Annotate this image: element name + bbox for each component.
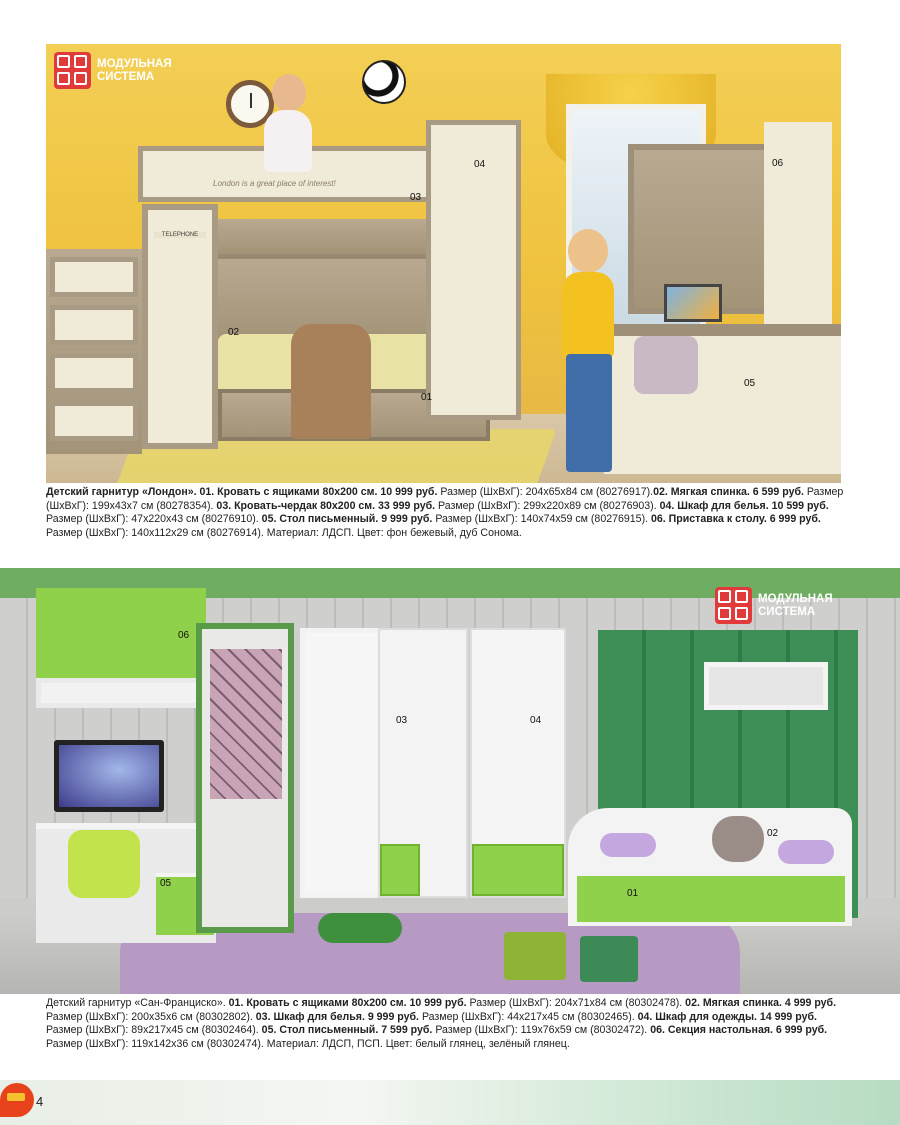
bed-drawers	[574, 873, 848, 925]
girl-figure-body	[264, 110, 312, 172]
sanfrancisco-caption	[46, 997, 846, 1051]
telephone-box-cabinet	[142, 204, 218, 449]
loft-inscription: London is a great place of interest!	[213, 179, 336, 188]
desk-hutch-shelf	[36, 678, 206, 708]
caption-item-title: 03. Шкаф для белья. 9 999 руб.	[255, 1010, 419, 1023]
callout-05: 05	[160, 878, 172, 889]
boy-figure-shirt	[562, 272, 614, 358]
pouf	[504, 932, 566, 980]
london-caption	[46, 486, 846, 540]
footer-band	[0, 1080, 900, 1125]
linen-wardrobe-drawers	[380, 844, 420, 896]
loft-stairs	[46, 249, 142, 454]
door-glass	[210, 649, 282, 799]
caption-item-title: 05. Стол письменный. 7 599 руб.	[261, 1024, 433, 1037]
callout-02: 02	[228, 327, 240, 338]
girl-figure	[272, 74, 306, 112]
laptop-icon	[664, 284, 722, 322]
caption-item-details: Размер (ШхВхГ): 199х43х7 см (80278354).	[46, 486, 844, 512]
caption-item-details: Размер (ШхВхГ): 89х217х45 см (80302464).	[46, 1024, 262, 1037]
callout-03: 03	[396, 715, 408, 726]
callout-04: 04	[474, 159, 486, 170]
stair-drawer	[50, 257, 138, 297]
badge-label-line1: МОДУЛЬНАЯ	[97, 57, 172, 70]
boy-figure-legs	[566, 354, 612, 472]
wall-shelf	[704, 662, 828, 710]
badge-label	[97, 58, 172, 84]
plush-toy	[712, 816, 764, 862]
sanfrancisco-caption-text	[46, 997, 836, 1050]
caption-item-details: Размер (ШхВхГ): 204х65х84 см (80276917).	[437, 486, 654, 498]
soccer-ball-icon	[362, 60, 406, 104]
page-number: 4	[36, 1094, 44, 1109]
door	[196, 623, 294, 933]
corner-shelf	[300, 628, 382, 898]
caption-item-title: 01. Кровать с ящиками 80х200 см. 10 999 руб.	[228, 997, 467, 1009]
london-room-photo	[46, 44, 841, 483]
london-caption-text	[46, 486, 843, 539]
modular-system-badge	[715, 587, 833, 624]
callout-03: 03	[410, 192, 422, 203]
clothes-wardrobe-drawers	[472, 844, 564, 896]
caption-item-details: Размер (ШхВхГ): 44х217х45 см (80302465).	[419, 1010, 638, 1023]
store-logo-icon	[0, 1083, 34, 1117]
caption-item-title: 06. Секция настольная. 6 999 руб.	[650, 1024, 828, 1037]
caption-item-title: 02. Мягкая спинка. 4 999 руб.	[685, 997, 837, 1009]
caption-item-details: Размер (ШхВхГ): 204х71х84 см (80302478).	[466, 997, 686, 1009]
caption-item-title: 04. Шкаф для белья. 10 599 руб.	[659, 499, 829, 512]
caption-item-details: Детский гарнитур «Сан-Франциско».	[46, 997, 229, 1009]
caption-item-title: 05. Стол письменный. 9 999 руб.	[261, 513, 433, 526]
pouf	[580, 936, 638, 982]
caption-item-details: Размер (ШхВхГ): 299х220х89 см (80276903).	[435, 499, 660, 512]
modular-grid-icon	[54, 52, 91, 89]
caption-item-details: Размер (ШхВхГ): 119х142х36 см (80302474). Материал: ЛДСП, ПСП. Цвет: белый глянец, зелёный глянец.	[46, 1037, 570, 1050]
badge-label-line1: МОДУЛЬНАЯ	[758, 592, 833, 605]
pillow	[778, 840, 834, 864]
caption-item-details: Размер (ШхВхГ): 47х220х43 см (80276910).	[46, 513, 262, 526]
crocodile-toy	[318, 913, 402, 943]
caption-item-title: 02. Мягкая спинка. 6 599 руб.	[653, 486, 804, 498]
callout-01: 01	[627, 888, 639, 899]
stair-drawer	[50, 305, 138, 345]
sanfrancisco-room-photo	[0, 568, 900, 994]
chair	[634, 336, 698, 394]
caption-item-details: Размер (ШхВхГ): 140х112х29 см (80276914). Материал: ЛДСП. Цвет: фон бежевый, дуб Сонома.	[46, 526, 522, 539]
badge-label-line2: СИСТЕМА	[97, 70, 155, 83]
modular-grid-icon	[715, 587, 752, 624]
boy-figure	[568, 229, 608, 273]
blanket	[291, 324, 371, 439]
callout-05: 05	[744, 378, 756, 389]
badge-label	[758, 593, 833, 619]
caption-item-title: 04. Шкаф для одежды. 14 999 руб.	[637, 1010, 817, 1023]
badge-label-line2: СИСТЕМА	[758, 605, 816, 618]
callout-06: 06	[772, 158, 784, 169]
callout-06: 06	[178, 630, 190, 641]
pillow	[600, 833, 656, 857]
telephone-label: TELEPHONE	[154, 232, 206, 238]
modular-system-badge	[54, 52, 172, 89]
chair	[68, 830, 140, 898]
callout-01: 01	[421, 392, 433, 403]
monitor-icon	[54, 740, 164, 812]
caption-item-title: 06. Приставка к столу. 6 999 руб.	[650, 513, 821, 526]
caption-item-details: Размер (ШхВхГ): 119х76х59 см (80302472).	[432, 1024, 651, 1037]
desk-top	[604, 324, 841, 336]
callout-04: 04	[530, 715, 542, 726]
caption-item-title: 03. Кровать-чердак 80х200 см. 33 999 руб.	[216, 499, 436, 512]
caption-item-title: Детский гарнитур «Лондон». 01. Кровать с ящиками 80х200 см. 10 999 руб.	[46, 486, 438, 498]
caption-item-details: Размер (ШхВхГ): 200х35х6 см (80302802).	[46, 1010, 256, 1023]
caption-item-details: Размер (ШхВхГ): 140х74х59 см (80276915).	[432, 513, 651, 526]
stair-drawer	[50, 401, 138, 441]
desk-side-cabinet	[764, 122, 832, 342]
stair-drawer	[50, 353, 138, 393]
callout-02: 02	[767, 828, 779, 839]
bed-shelf	[218, 219, 443, 259]
